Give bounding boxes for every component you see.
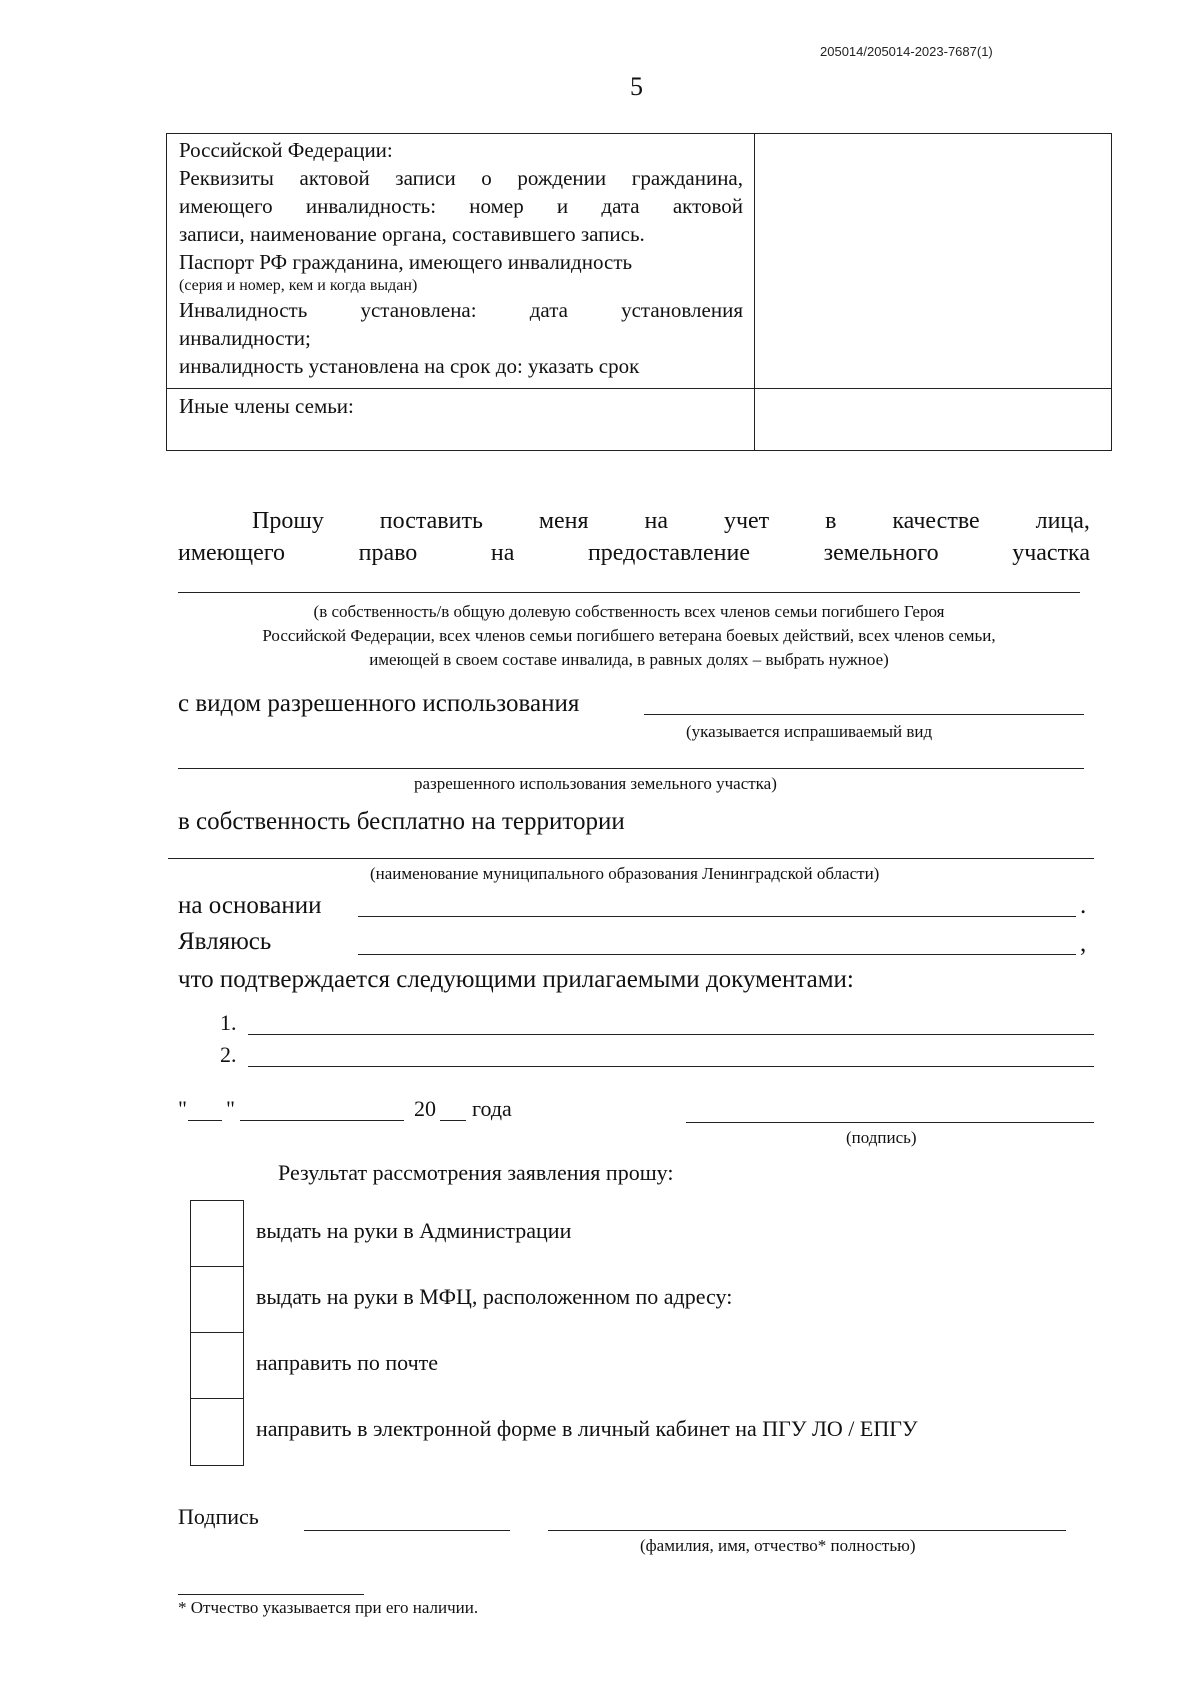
option-electronic: направить в электронной форме в личный кабинет на ПГУ ЛО / ЕПГУ xyxy=(256,1416,918,1441)
documents-label: что подтверждается следующими прилагаемыми документами: xyxy=(178,966,854,993)
date-suffix: года xyxy=(472,1096,512,1121)
territory-label: в собственность бесплатно на территории xyxy=(178,808,625,835)
request-line-2: имеющего право на предоставление земельного участка xyxy=(178,540,1090,566)
table-cell-disability-details: Российской Федерации: Реквизиты актовой записи о рождении гражданина, имеющего инвалидность: номер и дата актовой записи, наименование органа, составившего запись. Паспорт РФ гражданина, имеющего инвалидность (серия и номер, кем и когда выдан) Инвалидность установлена: дата установления инвалидности; инвалидность установлена на срок до: указать срок xyxy=(179,138,743,378)
document-1-number: 1. xyxy=(220,1010,237,1035)
status-comma: , xyxy=(1080,930,1087,957)
basis-label: на основании xyxy=(178,892,322,919)
territory-note: (наименование муниципального образования Ленинградской области) xyxy=(370,864,880,883)
ownership-type-field[interactable] xyxy=(178,592,1080,593)
checkbox-post[interactable] xyxy=(190,1332,244,1398)
table-cell-other-family: Иные члены семьи: xyxy=(179,394,354,418)
footnote: * Отчество указывается при его наличии. xyxy=(178,1598,479,1617)
page-number: 5 xyxy=(630,72,643,101)
fio-field[interactable] xyxy=(548,1530,1066,1531)
signature-note: (подпись) xyxy=(846,1128,917,1147)
status-label: Являюсь xyxy=(178,928,272,955)
fio-note: (фамилия, имя, отчество* полностью) xyxy=(640,1536,916,1555)
basis-field[interactable] xyxy=(358,916,1076,917)
permitted-use-field[interactable] xyxy=(644,714,1084,715)
footnote-separator xyxy=(178,1594,364,1595)
permitted-use-field-2[interactable] xyxy=(178,768,1084,769)
checkbox-electronic[interactable] xyxy=(190,1398,244,1466)
permitted-use-label: с видом разрешенного использования xyxy=(178,690,580,717)
document-2-field[interactable] xyxy=(248,1066,1094,1067)
permitted-use-note-2: разрешенного использования земельного участка) xyxy=(414,774,777,793)
result-title: Результат рассмотрения заявления прошу: xyxy=(278,1160,674,1185)
sign-label: Подпись xyxy=(178,1504,259,1529)
signature-field[interactable] xyxy=(686,1122,1094,1123)
date-quote-close: " xyxy=(226,1096,235,1121)
date-year-prefix: 20 xyxy=(414,1096,436,1121)
document-2-number: 2. xyxy=(220,1042,237,1067)
option-administration: выдать на руки в Администрации xyxy=(256,1218,572,1243)
checkbox-administration[interactable] xyxy=(190,1200,244,1266)
family-members-table xyxy=(166,133,1112,451)
request-line-1: Прошу поставить меня на учет в качестве лица, xyxy=(252,508,1090,534)
date-day-field[interactable] xyxy=(188,1120,222,1121)
basis-period: . xyxy=(1080,892,1087,919)
permitted-use-note-1: (указывается испрашиваемый вид xyxy=(686,722,933,741)
option-post: направить по почте xyxy=(256,1350,439,1375)
date-year-field[interactable] xyxy=(440,1120,466,1121)
status-field[interactable] xyxy=(358,954,1076,955)
sign-field[interactable] xyxy=(304,1530,510,1531)
ownership-type-note: (в собственность/в общую долевую собственность всех членов семьи погибшего Героя Российской Федерации, всех членов семьи погибшего ветерана боевых действий, всех членов семьи, имеющей в своем составе инвалида, в равных долях – выбрать нужное) xyxy=(262,602,996,669)
option-mfc: выдать на руки в МФЦ, расположенном по адресу: xyxy=(256,1284,733,1309)
document-1-field[interactable] xyxy=(248,1034,1094,1035)
date-quote-open: " xyxy=(178,1096,187,1121)
territory-field[interactable] xyxy=(168,858,1094,859)
date-month-field[interactable] xyxy=(240,1120,404,1121)
checkbox-mfc[interactable] xyxy=(190,1266,244,1332)
document-id: 205014/205014-2023-7687(1) xyxy=(820,44,993,59)
